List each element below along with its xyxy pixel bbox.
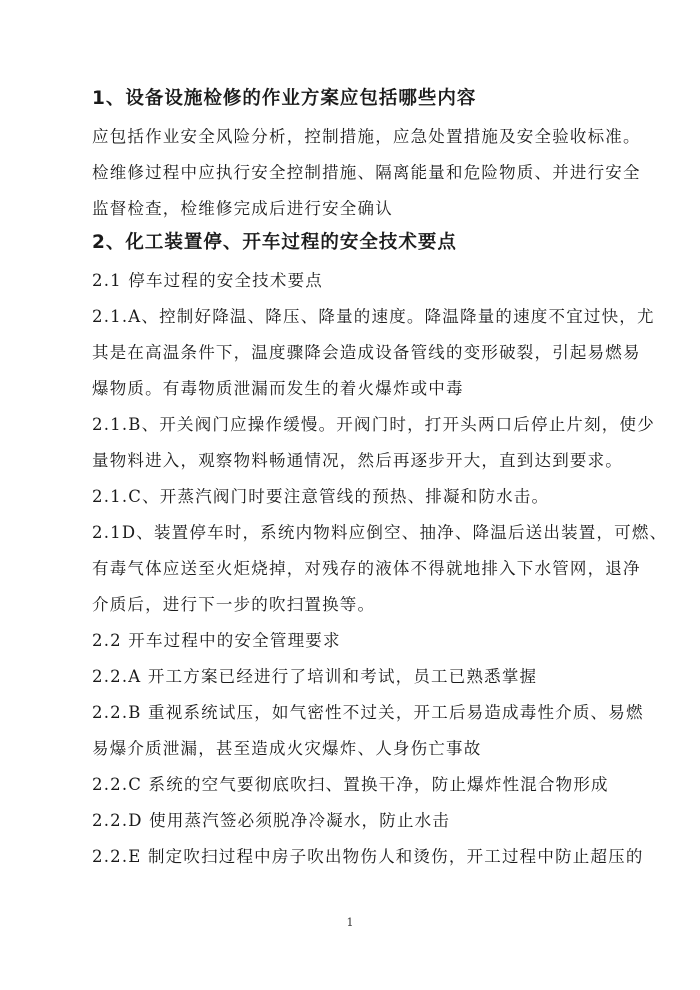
paragraph-line: 应包括作业安全风险分析，控制措施，应急处置措施及安全验收标准。 [92, 127, 641, 146]
paragraph-line: 2.1.B、开关阀门应操作缓慢。开阀门时，打开头两口后停止片刻，使少 [92, 415, 655, 434]
paragraph-line: 2.2.D 使用蒸汽签必须脱净冷凝水，防止水击 [92, 811, 451, 830]
paragraph-line: 有毒气体应送至火炬烧掉，对残存的液体不得就地排入下水管网，退净 [92, 559, 641, 578]
paragraph-line: 监督检查，检维修完成后进行安全确认 [92, 199, 393, 218]
section-heading: 1、设备设施检修的作业方案应包括哪些内容 [92, 88, 477, 109]
paragraph-line: 介质后，进行下一步的吹扫置换等。 [92, 595, 376, 614]
paragraph-line: 2.1 停车过程的安全技术要点 [92, 271, 323, 290]
paragraph-line: 2.1D、装置停车时，系统内物料应倒空、抽净、降温后送出装置，可燃、 [92, 523, 668, 542]
paragraph-line: 易爆介质泄漏，甚至造成火灾爆炸、人身伤亡事故 [92, 739, 482, 758]
paragraph-line: 2.2 开车过程中的安全管理要求 [92, 631, 341, 650]
page-number: 1 [346, 916, 354, 929]
paragraph-line: 2.2.C 系统的空气要彻底吹扫、置换干净，防止爆炸性混合物形成 [92, 775, 609, 794]
paragraph-line: 其是在高温条件下，温度骤降会造成设备管线的变形破裂，引起易燃易 [92, 343, 641, 362]
section-heading: 2、化工装置停、开车过程的安全技术要点 [92, 232, 457, 253]
paragraph-line: 2.2.E 制定吹扫过程中房子吹出物伤人和烫伤，开工过程中防止超压的 [92, 847, 644, 866]
paragraph-line: 量物料进入，观察物料畅通情况，然后再逐步开大，直到达到要求。 [92, 451, 623, 470]
paragraph-line: 2.1.C、开蒸汽阀门时要注意管线的预热、排凝和防水击。 [92, 487, 550, 506]
paragraph-line: 检维修过程中应执行安全控制措施、隔离能量和危险物质、并进行安全 [92, 163, 641, 182]
paragraph-line: 2.2.B 重视系统试压，如气密性不过关，开工后易造成毒性介质、易燃 [92, 703, 644, 722]
paragraph-line: 2.2.A 开工方案已经进行了培训和考试，员工已熟悉掌握 [92, 667, 538, 686]
paragraph-line: 2.1.A、控制好降温、降压、降量的速度。降温降量的速度不宜过快，尤 [92, 307, 655, 326]
paragraph-line: 爆物质。有毒物质泄漏而发生的着火爆炸或中毒 [92, 379, 464, 398]
